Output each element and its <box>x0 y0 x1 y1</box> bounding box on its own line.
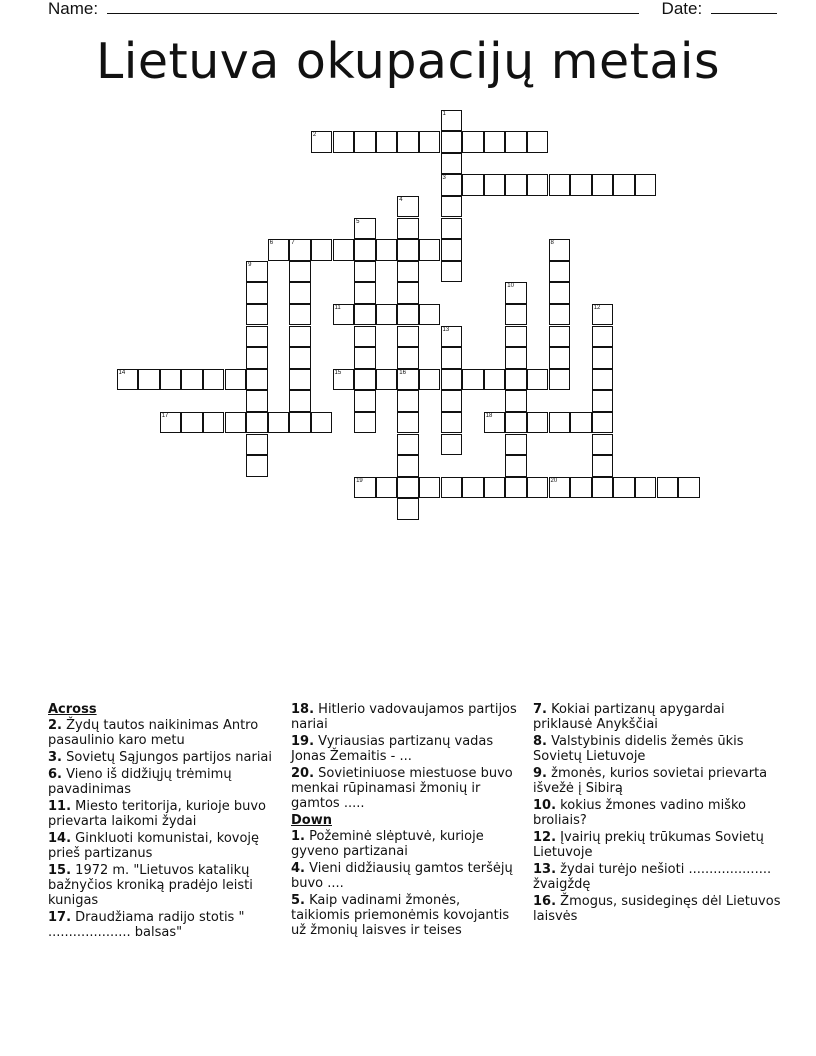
grid-cell[interactable] <box>549 261 571 283</box>
clue-across-3: 3. Sovietų Sąjungos partijos nariai <box>48 750 273 765</box>
grid-cell[interactable] <box>376 369 398 391</box>
grid-cell[interactable] <box>570 174 592 196</box>
grid-cell[interactable] <box>505 434 527 456</box>
grid-cell[interactable] <box>570 412 592 434</box>
clue-number: 20 <box>550 477 558 484</box>
clue-down-5: 5. Kaip vadinami žmonės, taikiomis priemonėmis kovojantis už žmonių laisves ir teises <box>291 893 510 938</box>
grid-cell[interactable] <box>376 131 398 153</box>
grid-cell[interactable] <box>462 174 484 196</box>
grid-cell[interactable] <box>397 304 419 326</box>
grid-cell[interactable] <box>289 304 311 326</box>
grid-cell[interactable] <box>333 369 355 391</box>
across-heading: Across <box>48 702 97 717</box>
grid-cell[interactable] <box>613 477 635 499</box>
grid-cell[interactable] <box>635 174 657 196</box>
grid-cell[interactable] <box>311 412 333 434</box>
clue-down-7: 7. Kokiai partizanų apygardai priklausė Anykščiai <box>533 702 725 732</box>
grid-cell[interactable] <box>354 347 376 369</box>
grid-cell[interactable] <box>441 261 463 283</box>
grid-cell[interactable] <box>376 239 398 261</box>
grid-cell[interactable] <box>441 390 463 412</box>
grid-cell[interactable] <box>289 390 311 412</box>
grid-cell[interactable] <box>441 477 463 499</box>
grid-cell[interactable] <box>505 412 527 434</box>
grid-cell[interactable] <box>592 174 614 196</box>
grid-cell[interactable] <box>354 412 376 434</box>
grid-cell[interactable] <box>484 477 506 499</box>
grid-cell[interactable] <box>138 369 160 391</box>
grid-cell[interactable] <box>592 326 614 348</box>
grid-cell[interactable] <box>635 477 657 499</box>
clue-number: 9 <box>248 261 252 268</box>
grid-cell[interactable] <box>441 153 463 175</box>
grid-cell[interactable] <box>333 239 355 261</box>
grid-cell[interactable] <box>354 390 376 412</box>
page-title: Lietuva okupacijų metais <box>95 33 721 90</box>
grid-cell[interactable] <box>354 304 376 326</box>
clue-across-6: 6. Vieno iš didžiųjų trėmimų pavadinimas <box>48 767 232 797</box>
grid-cell[interactable] <box>505 369 527 391</box>
grid-cell[interactable] <box>419 369 441 391</box>
grid-cell[interactable] <box>549 326 571 348</box>
grid-cell[interactable] <box>549 477 571 499</box>
clue-down-4: 4. Vieni didžiausių gamtos teršėjų buvo .... <box>291 861 513 891</box>
clue-number: 3 <box>442 175 446 182</box>
clue-number: 18 <box>485 412 493 419</box>
grid-cell[interactable] <box>289 326 311 348</box>
grid-cell[interactable] <box>376 477 398 499</box>
grid-cell[interactable] <box>441 326 463 348</box>
grid-cell[interactable] <box>441 110 463 132</box>
grid-cell[interactable] <box>354 131 376 153</box>
grid-cell[interactable] <box>592 390 614 412</box>
grid-cell[interactable] <box>397 347 419 369</box>
grid-cell[interactable] <box>268 239 290 261</box>
grid-cell[interactable] <box>462 369 484 391</box>
grid-cell[interactable] <box>246 261 268 283</box>
grid-cell[interactable] <box>397 196 419 218</box>
clues-column-2 <box>291 702 523 940</box>
grid-cell[interactable] <box>246 369 268 391</box>
grid-cell[interactable] <box>225 412 247 434</box>
grid-cell[interactable] <box>246 347 268 369</box>
grid-cell[interactable] <box>397 261 419 283</box>
clue-down-16: 16. Žmogus, susideginęs dėl Lietuvos laisvės <box>533 894 781 924</box>
grid-cell[interactable] <box>268 412 290 434</box>
grid-cell[interactable] <box>549 304 571 326</box>
clues-column-3 <box>533 702 783 926</box>
grid-cell[interactable] <box>246 390 268 412</box>
clue-number: 14 <box>118 369 126 376</box>
grid-cell[interactable] <box>419 131 441 153</box>
grid-cell[interactable] <box>441 412 463 434</box>
grid-cell[interactable] <box>505 390 527 412</box>
clue-number: 8 <box>550 240 554 247</box>
grid-cell[interactable] <box>397 455 419 477</box>
grid-cell[interactable] <box>419 239 441 261</box>
grid-cell[interactable] <box>225 369 247 391</box>
grid-cell[interactable] <box>181 412 203 434</box>
grid-cell[interactable] <box>592 304 614 326</box>
grid-cell[interactable] <box>354 239 376 261</box>
grid-cell[interactable] <box>527 477 549 499</box>
down-heading: Down <box>291 813 332 828</box>
grid-cell[interactable] <box>441 434 463 456</box>
grid-cell[interactable] <box>333 131 355 153</box>
grid-cell[interactable] <box>160 369 182 391</box>
grid-cell[interactable] <box>549 239 571 261</box>
grid-cell[interactable] <box>289 347 311 369</box>
grid-cell[interactable] <box>397 369 419 391</box>
grid-cell[interactable] <box>354 282 376 304</box>
clue-number: 6 <box>269 240 274 247</box>
clue-number: 1 <box>442 110 446 117</box>
grid-cell[interactable] <box>419 304 441 326</box>
clue-across-14: 14. Ginkluoti komunistai, kovoję prieš partizanus <box>48 831 260 861</box>
grid-cell[interactable] <box>657 477 679 499</box>
grid-cell[interactable] <box>592 455 614 477</box>
grid-cell[interactable] <box>505 347 527 369</box>
grid-cell[interactable] <box>505 304 527 326</box>
grid-cell[interactable] <box>527 369 549 391</box>
grid-cell[interactable] <box>592 347 614 369</box>
grid-cell[interactable] <box>397 218 419 240</box>
grid-cell[interactable] <box>246 455 268 477</box>
grid-cell[interactable] <box>289 412 311 434</box>
clue-number: 13 <box>442 326 450 333</box>
grid-cell[interactable] <box>311 239 333 261</box>
clue-number: 16 <box>399 369 406 376</box>
grid-cell[interactable] <box>397 326 419 348</box>
clues-column-1 <box>48 702 280 942</box>
grid-cell[interactable] <box>311 131 333 153</box>
grid-cell[interactable] <box>289 282 311 304</box>
grid-cell[interactable] <box>613 174 635 196</box>
name-label: Name: <box>48 0 99 18</box>
grid-cell[interactable] <box>354 477 376 499</box>
grid-cell[interactable] <box>527 131 549 153</box>
grid-cell[interactable] <box>117 369 139 391</box>
grid-cell[interactable] <box>527 412 549 434</box>
clue-number: 12 <box>593 304 601 311</box>
grid-cell[interactable] <box>160 412 182 434</box>
grid-cell[interactable] <box>441 347 463 369</box>
clue-across-2: 2. Žydų tautos naikinimas Antro pasaulinio karo metu <box>48 718 259 748</box>
clue-number: 10 <box>507 283 514 290</box>
grid-cell[interactable] <box>484 369 506 391</box>
clue-down-12: 12. Įvairių prekių trūkumas Sovietų Lietuvoje <box>533 830 764 860</box>
grid-cell[interactable] <box>397 390 419 412</box>
grid-cell[interactable] <box>549 174 571 196</box>
grid-cell[interactable] <box>354 326 376 348</box>
grid-cell[interactable] <box>354 369 376 391</box>
grid-cell[interactable] <box>397 434 419 456</box>
grid-cell[interactable] <box>354 218 376 240</box>
grid-cell[interactable] <box>441 218 463 240</box>
grid-cell[interactable] <box>354 261 376 283</box>
grid-cell[interactable] <box>484 174 506 196</box>
clue-across-15: 15. 1972 m. "Lietuvos katalikų bažnyčios kroniką pradėjo leisti kunigas <box>48 863 253 908</box>
clue-across-20: 20. Sovietiniuose miestuose buvo menkai rūpinamasi žmonių ir gamtos ..... <box>291 766 513 811</box>
grid-cell[interactable] <box>203 412 225 434</box>
grid-cell[interactable] <box>505 174 527 196</box>
grid-cell[interactable] <box>246 326 268 348</box>
grid-cell[interactable] <box>462 477 484 499</box>
clue-across-18: 18. Hitlerio vadovaujamos partijos nariai <box>291 702 517 732</box>
clue-number: 11 <box>334 304 341 311</box>
grid-cell[interactable] <box>592 369 614 391</box>
clue-number: 17 <box>161 412 169 419</box>
clue-number: 2 <box>312 132 317 139</box>
clue-number: 15 <box>334 369 342 376</box>
grid-cell[interactable] <box>441 239 463 261</box>
grid-cell[interactable] <box>505 131 527 153</box>
grid-cell[interactable] <box>678 477 700 499</box>
grid-cell[interactable] <box>246 434 268 456</box>
grid-cell[interactable] <box>203 369 225 391</box>
clue-down-10: 10. kokius žmones vadino miško broliais? <box>533 798 746 828</box>
grid-cell[interactable] <box>441 174 463 196</box>
grid-cell[interactable] <box>289 261 311 283</box>
date-label: Date: <box>661 0 703 18</box>
grid-cell[interactable] <box>441 196 463 218</box>
clue-across-11: 11. Miesto teritorija, kurioje buvo prievarta laikomi žydai <box>48 799 267 829</box>
clue-across-17: 17. Draudžiama radijo stotis " .................... balsas" <box>48 910 245 940</box>
grid-cell[interactable] <box>505 326 527 348</box>
grid-cell[interactable] <box>549 412 571 434</box>
grid-cell[interactable] <box>592 412 614 434</box>
grid-cell[interactable] <box>441 369 463 391</box>
grid-cell[interactable] <box>397 282 419 304</box>
grid-cell[interactable] <box>505 282 527 304</box>
clue-down-1: 1. Požeminė slėptuvė, kurioje gyveno partizanai <box>291 829 484 859</box>
grid-cell[interactable] <box>419 477 441 499</box>
grid-cell[interactable] <box>289 239 311 261</box>
grid-cell[interactable] <box>376 304 398 326</box>
grid-cell[interactable] <box>246 412 268 434</box>
grid-cell[interactable] <box>462 131 484 153</box>
grid-cell[interactable] <box>549 282 571 304</box>
clue-down-8: 8. Valstybinis didelis žemės ūkis Sovietų Lietuvoje <box>533 734 744 764</box>
grid-cell[interactable] <box>289 369 311 391</box>
grid-cell[interactable] <box>397 131 419 153</box>
grid-cell[interactable] <box>181 369 203 391</box>
grid-cell[interactable] <box>397 477 419 499</box>
grid-cell[interactable] <box>246 282 268 304</box>
grid-cell[interactable] <box>397 412 419 434</box>
clue-number: 19 <box>356 477 363 484</box>
clue-number: 4 <box>399 196 403 203</box>
grid-cell[interactable] <box>484 412 506 434</box>
grid-cell[interactable] <box>484 131 506 153</box>
clue-number: 5 <box>356 218 360 225</box>
grid-cell[interactable] <box>527 174 549 196</box>
grid-cell[interactable] <box>505 477 527 499</box>
clue-across-19: 19. Vyriausias partizanų vadas Jonas Žemaitis - ... <box>291 734 494 764</box>
clue-down-9: 9. žmonės, kurios sovietai prievarta išvežė į Sibirą <box>533 766 768 796</box>
grid-cell[interactable] <box>592 477 614 499</box>
grid-cell[interactable] <box>549 347 571 369</box>
grid-cell[interactable] <box>333 304 355 326</box>
grid-cell[interactable] <box>397 498 419 520</box>
grid-cell[interactable] <box>397 239 419 261</box>
grid-cell[interactable] <box>246 304 268 326</box>
clue-number: 7 <box>291 240 295 247</box>
grid-cell[interactable] <box>570 477 592 499</box>
grid-cell[interactable] <box>441 131 463 153</box>
grid-cell[interactable] <box>592 434 614 456</box>
clue-down-13: 13. žydai turėjo nešioti .................... žvaigždę <box>533 862 772 892</box>
grid-cell[interactable] <box>505 455 527 477</box>
grid-cell[interactable] <box>549 369 571 391</box>
